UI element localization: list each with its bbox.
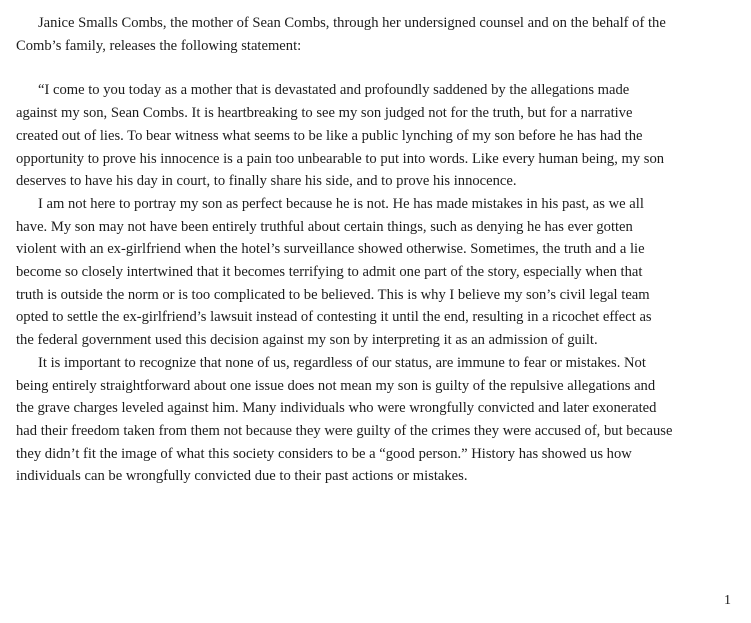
text-line: Janice Smalls Combs, the mother of Sean Combs, through her undersigned counsel and on the behalf of the (38, 15, 666, 31)
text-line: deserves to have his day in court, to finally share his side, and to prove his innocence. (16, 173, 517, 190)
text-line: individuals can be wrongfully convicted due to their past actions or mistakes. (16, 468, 468, 485)
intro-paragraph (16, 12, 736, 57)
text-line: violent with an ex-girlfriend when the hotel’s surveillance showed otherwise. Sometimes, the truth and a lie (16, 241, 645, 258)
text-line: opportunity to prove his innocence is a pain too unbearable to put into words. Like every human being, my son (16, 150, 665, 167)
text-line: become so closely intertwined that it becomes terrifying to admit one part of the story, especially when that (16, 264, 643, 281)
text-line: I am not here to portray my son as perfect because he is not. He has made mistakes in his past, as we all (38, 195, 644, 212)
text-line: “I come to you today as a mother that is devastated and profoundly saddened by the allegations made (38, 82, 630, 99)
text-line: Comb’s family, releases the following statement: (16, 37, 302, 54)
text-line: created out of lies. To bear witness what seems to be like a public lynching of my son before he has had the (16, 127, 643, 144)
paragraph-spacer (16, 57, 736, 79)
text-line: against my son, Sean Combs. It is heartbreaking to see my son judged not for the truth, but for a narrative (16, 105, 633, 122)
statement-document (16, 12, 736, 488)
text-line: opted to settle the ex-girlfriend’s lawsuit instead of contesting it until the end, resulting in a ricochet effect as (16, 309, 652, 326)
text-line: the federal government used this decision against my son by interpreting it as an admission of guilt. (16, 332, 598, 349)
text-line: had their freedom taken from them not because they were guilty of the crimes they were accused of, but because (16, 422, 673, 439)
text-line: the grave charges leveled against him. Many individuals who were wrongfully convicted and later exonerated (16, 400, 657, 417)
statement-paragraph-2 (16, 193, 736, 352)
page-number: 1 (724, 593, 731, 608)
text-line: truth is outside the norm or is too complicated to be believed. This is why I believe my son’s civil legal team (16, 286, 650, 303)
text-line: It is important to recognize that none of us, regardless of our status, are immune to fear or mistakes. Not (38, 354, 646, 371)
statement-paragraph-3 (16, 352, 736, 488)
text-line: they didn’t fit the image of what this society considers to be a “good person.” History has showed us how (16, 445, 632, 462)
text-line: being entirely straightforward about one issue does not mean my son is guilty of the repulsive allegations and (16, 377, 656, 394)
statement-paragraph-1 (16, 79, 736, 193)
text-line: have. My son may not have been entirely truthful about certain things, such as denying he has ever gotten (16, 218, 633, 235)
